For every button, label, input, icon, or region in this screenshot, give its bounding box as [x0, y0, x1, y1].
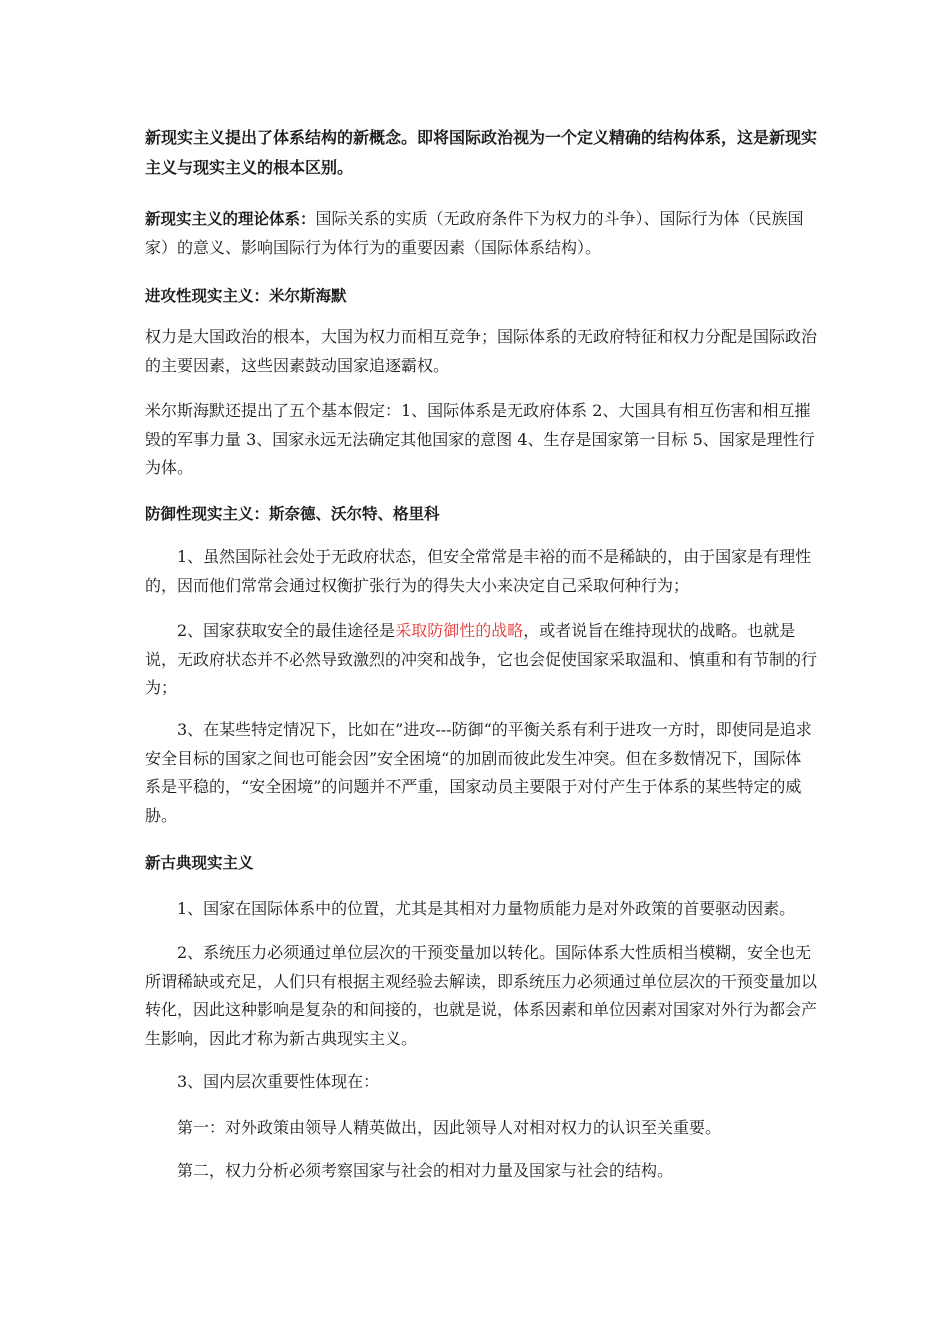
defensive-strategy-highlight: 采取防御性的战略: [395, 621, 524, 640]
neoclassical-second: 第二，权力分析必须考察国家与社会的相对力量及国家与社会的结构。: [177, 1161, 674, 1180]
defensive-point-2-after: ，或者说旨在维持现状的战略。也就是说，无政府状态并不必然导致激烈的冲突和战争，它也会促使国家采取温和、慎重和有节制的行为；: [145, 621, 818, 697]
theory-label: 新现实主义的理论体系：: [145, 210, 316, 228]
defensive-point-3: 3、在某些特定情况下，比如在”进攻---防御“的平衡关系有利于进攻一方时，即使同是追求安全目标的国家之间也可能会因”安全困境“的加剧而彼此发生冲突。但在多数情况下，国际体系是平稳的，“安全困境”的问题并不严重，国家动员主要限于对付产生于体系的某些特定的威胁。: [145, 720, 812, 825]
theory-text: 国际关系的实质（无政府条件下为权力的斗争）、国际行为体（民族国家）的意义、影响国际行为体行为的重要因素（国际体系结构）。: [145, 209, 804, 257]
theory-paragraph: [145, 205, 817, 262]
neoclassical-point-2: 2、系统压力必须通过单位层次的干预变量加以转化。国际体系大性质相当模糊，安全也无所谓稀缺或充足，人们只有根据主观经验去解读，即系统压力必须通过单位层次的干预变量加以转化，因此这种影响是复杂的和间接的，也就是说，体系因素和单位因素对国家对外行为都会产生影响，因此才称为新古典现实主义。: [145, 943, 818, 1048]
intro-paragraph: 新现实主义提出了体系结构的新概念。即将国际政治视为一个定义精确的结构体系，这是新现实主义与现实主义的根本区别。: [145, 128, 818, 177]
defensive-point-1: 1、虽然国际社会处于无政府状态，但安全常常是丰裕的而不是稀缺的，由于国家是有理性的，因而他们常常会通过权衡扩张行为的得失大小来决定自己采取何种行为；: [145, 547, 812, 595]
defensive-point-2-before: 2、国家获取安全的最佳途径是: [177, 621, 396, 640]
neoclassical-point-3: 3、国内层次重要性体现在：: [177, 1072, 380, 1091]
neoclassical-point-1: 1、国家在国际体系中的位置，尤其是其相对力量物质能力是对外政策的首要驱动因素。: [177, 899, 796, 918]
offensive-paragraph-1: 权力是大国政治的根本，大国为权力而相互竞争；国际体系的无政府特征和权力分配是国际政治的主要因素，这些因素鼓动国家追逐霸权。: [145, 327, 818, 375]
offensive-paragraph-2: 米尔斯海默还提出了五个基本假定：1、国际体系是无政府体系 2、大国具有相互伤害和相互摧毁的军事力量 3、国家永远无法确定其他国家的意图 4、生存是国家第一目标 5、国家是理性行为体。: [145, 401, 815, 477]
neoclassical-first: 第一：对外政策由领导人精英做出，因此领导人对相对权力的认识至关重要。: [177, 1118, 722, 1137]
defensive-point-2: [145, 617, 817, 703]
neoclassical-heading: 新古典现实主义: [145, 854, 254, 872]
offensive-heading: 进攻性现实主义：米尔斯海默: [145, 287, 347, 305]
defensive-heading: 防御性现实主义：斯奈德、沃尔特、格里科: [145, 505, 440, 523]
